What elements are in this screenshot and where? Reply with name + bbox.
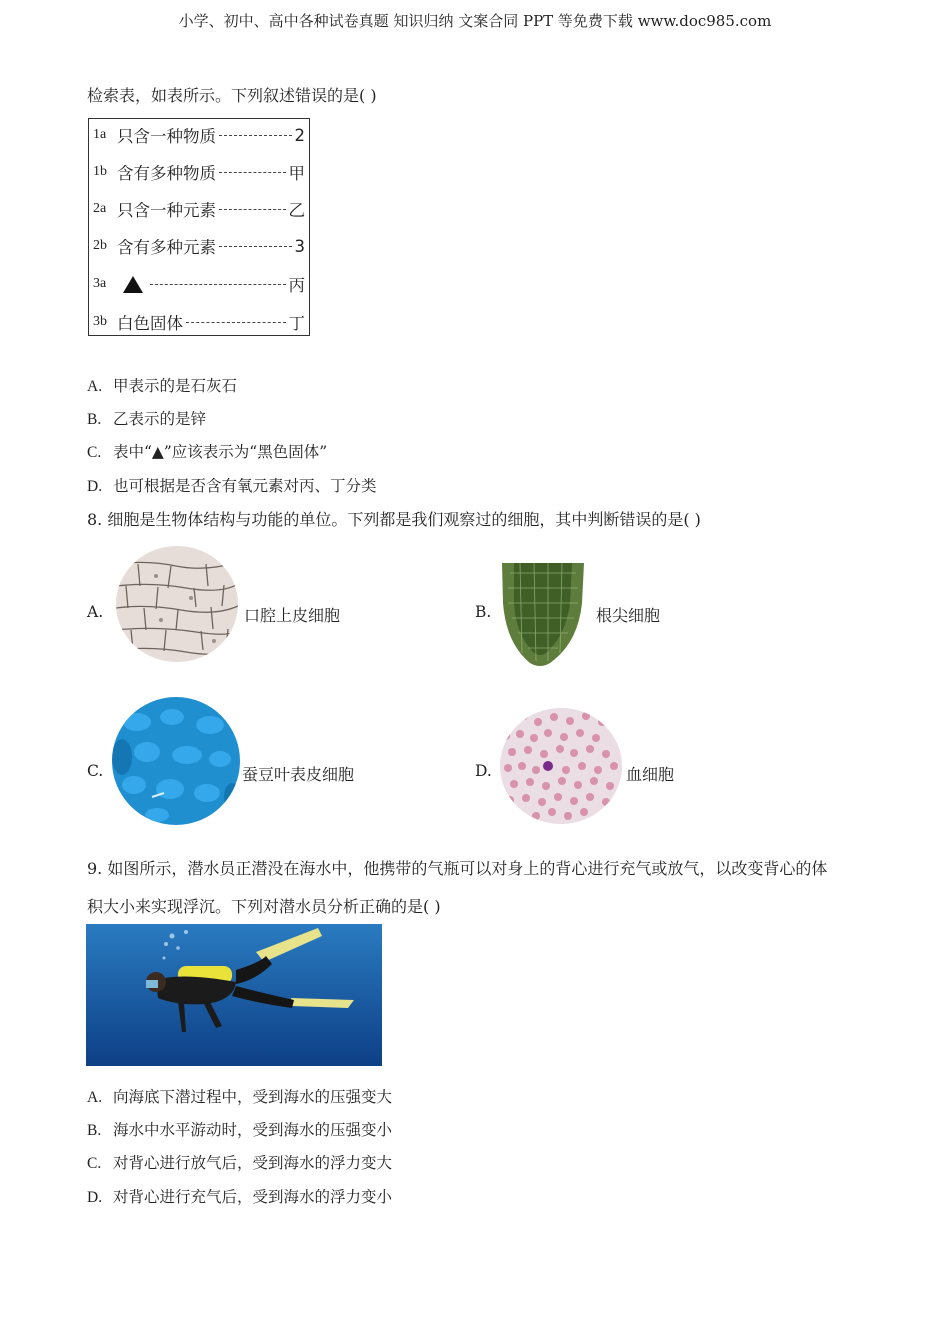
q8-option-d-caption: 血细胞 <box>626 765 675 784</box>
dash-leader <box>186 322 286 323</box>
dash-leader <box>219 172 286 173</box>
q7-option-b[interactable]: B. 乙表示的是锌 <box>87 410 207 428</box>
q9-stem-line1: 9. 如图所示，潜水员正潜没在海水中，他携带的气瓶可以对身上的背心进行充气或放气，以改变背心的体 <box>87 859 828 878</box>
q8-stem: 8. 细胞是生物体结构与功能的单位。下列都是我们观察过的细胞，其中判断错误的是( ) <box>87 510 701 529</box>
q7-option-a[interactable]: A. 甲表示的是石灰石 <box>87 377 238 395</box>
key-row-1b: 1b 含有多种物质 甲 <box>93 164 305 183</box>
q8-option-d-letter[interactable]: D. <box>475 762 492 780</box>
dash-leader <box>219 209 286 210</box>
q8-option-a-caption: 口腔上皮细胞 <box>244 606 341 625</box>
key-row-2a: 2a 只含一种元素 乙 <box>93 201 305 220</box>
onion-epidermis-image <box>116 546 238 662</box>
q9-stem-line2: 积大小来实现浮沉。下列对潜水员分析正确的是( ) <box>87 897 441 916</box>
q7-intro: 检索表，如表所示。下列叙述错误的是( ) <box>87 86 377 105</box>
q9-option-a[interactable]: A. 向海底下潜过程中，受到海水的压强变大 <box>87 1088 393 1106</box>
page-header: 小学、初中、高中各种试卷真题 知识归纳 文案合同 PPT 等免费下载 www.doc985.com <box>178 12 772 30</box>
q8-option-b-caption: 根尖细胞 <box>596 606 661 625</box>
key-row-1a: 1a 只含一种物质 2 <box>93 125 305 146</box>
q7-option-d[interactable]: D. 也可根据是否含有氧元素对丙、丁分类 <box>87 477 377 495</box>
key-row-2b: 2b 含有多种元素 3 <box>93 236 305 257</box>
q8-option-c-caption: 蚕豆叶表皮细胞 <box>242 765 355 784</box>
triangle-icon <box>123 276 143 293</box>
scuba-diver-image <box>86 924 382 1066</box>
q9-option-d[interactable]: D. 对背心进行充气后，受到海水的浮力变小 <box>87 1188 393 1206</box>
q8-option-b-letter[interactable]: B. <box>475 603 492 621</box>
dash-leader <box>150 284 286 285</box>
q8-option-a-letter[interactable]: A. <box>87 603 104 621</box>
q9-option-c[interactable]: C. 对背心进行放气后，受到海水的浮力变大 <box>87 1154 393 1172</box>
q9-option-b[interactable]: B. 海水中水平游动时，受到海水的压强变小 <box>87 1121 393 1139</box>
blood-cells-image <box>500 708 622 824</box>
dash-leader <box>219 246 292 247</box>
leaf-epidermis-image <box>112 697 240 825</box>
key-row-3b: 3b 白色固体 丁 <box>93 314 305 333</box>
dash-leader <box>219 135 292 136</box>
q8-option-c-letter[interactable]: C. <box>87 762 104 780</box>
root-tip-image <box>500 563 586 667</box>
q7-option-c[interactable]: C. 表中“▲”应该表示为“黑色固体” <box>87 443 328 461</box>
key-row-3a: 3a 丙 <box>93 276 305 295</box>
dichotomous-key-table <box>88 118 310 336</box>
